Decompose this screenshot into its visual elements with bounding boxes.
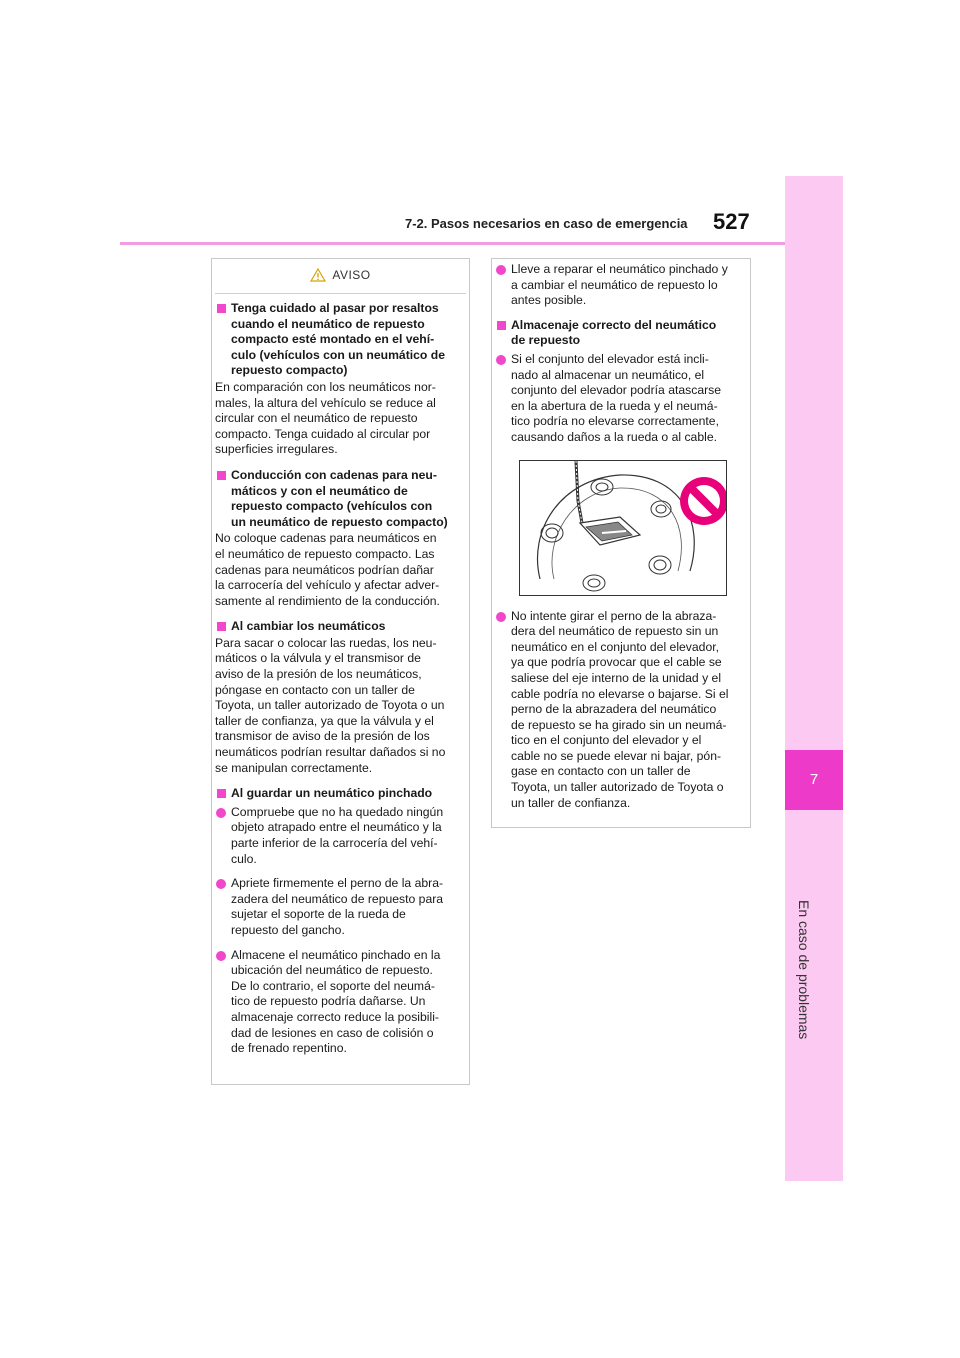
text-line: taller de confianza, ya que la válvula y el	[215, 713, 434, 728]
section-header: 7-2. Pasos necesarios en caso de emergencia	[405, 216, 688, 231]
text-line: culo (vehículos con un neumático de	[231, 347, 445, 362]
text-line: conjunto del elevador podría atascarse	[511, 383, 722, 398]
text-line: Almacene el neumático pinchado en la	[231, 947, 441, 962]
text-line: póngase en contacto con un taller de	[215, 682, 415, 697]
section-heading	[215, 786, 463, 802]
text-line: Toyota, un taller autorizado de Toyota o un	[215, 698, 445, 713]
text-line: se manipulan correctamente.	[215, 760, 373, 775]
text-line: un neumático de repuesto compacto)	[231, 514, 448, 529]
text-line: compacto esté montado en el vehí-	[231, 332, 435, 347]
text-line: repuesto del gancho.	[231, 922, 345, 937]
section-body	[215, 380, 463, 458]
text-line: zadera del neumático de repuesto para	[231, 891, 444, 906]
section-heading	[215, 301, 463, 379]
text-line: nado al almacenar un neumático, el	[511, 367, 705, 382]
text-line: dera del neumático de repuesto sin un	[511, 624, 719, 639]
text-line: sujetar el soporte de la rueda de	[231, 907, 406, 922]
text-line: cadenas para neumáticos podrían dañar	[215, 562, 434, 577]
chapter-label-text: En caso de problemas	[796, 900, 812, 1040]
warning-triangle-icon	[310, 268, 326, 282]
section-heading	[215, 468, 463, 530]
text-line: la carrocería del vehículo y afectar adver-	[215, 578, 440, 593]
spare-tire-lift-illustration	[519, 460, 727, 596]
text-line: cuando el neumático de repuesto	[231, 316, 425, 331]
text-line: neumático en el conjunto del elevador,	[511, 639, 720, 654]
text-line: almacenaje correcto reduce la posibili-	[231, 1009, 439, 1024]
text-line: transmisor de aviso de la presión de los	[215, 729, 430, 744]
warning-box-left	[211, 258, 470, 1085]
notice-label: AVISO	[332, 268, 371, 282]
text-line: tico de repuesto podría dañarse. Un	[231, 994, 426, 1009]
bullet-item	[215, 948, 463, 1057]
text-line: objeto atrapado entre el neumático y la	[231, 820, 442, 835]
page-number: 527	[713, 209, 750, 234]
text-line: Si el conjunto del elevador está incli-	[511, 351, 709, 366]
chapter-number-tab[interactable]: 7	[785, 750, 843, 810]
text-line: causando daños a la rueda o al cable.	[511, 429, 717, 444]
text-line: superficies irregulares.	[215, 442, 338, 457]
left-content	[215, 293, 463, 1057]
text-line: repuesto compacto (vehículos con	[231, 499, 433, 514]
text-line: gase en contacto con un taller de	[511, 764, 691, 779]
text-line: ubicación del neumático de repuesto.	[231, 963, 433, 978]
text-line: Tenga cuidado al pasar por resaltos	[231, 301, 439, 315]
text-line: parte inferior de la carrocería del vehí-	[231, 836, 438, 850]
text-line: De lo contrario, el soporte del neumá-	[231, 978, 435, 993]
text-line: compacto. Tenga cuidado al circular por	[215, 426, 431, 441]
chapter-label	[796, 900, 828, 1100]
text-line: No coloque cadenas para neumáticos en	[215, 531, 437, 546]
bullet-item	[215, 876, 463, 938]
text-line: Toyota, un taller autorizado de Toyota o	[511, 780, 724, 795]
text-line: un taller de confianza.	[511, 795, 631, 810]
text-line: de repuesto	[511, 333, 581, 348]
text-line: de frenado repentino.	[231, 1041, 347, 1056]
text-line: de repuesto se ha girado sin un neumá-	[511, 717, 727, 732]
bullet-do-not-turn-bolt	[495, 609, 744, 812]
text-line: Al cambiar los neumáticos	[231, 619, 386, 634]
text-line: cable no se puede elevar ni bajar, pón-	[511, 748, 722, 763]
text-line: aviso de la presión de los neumáticos,	[215, 667, 422, 682]
bullet-repair	[495, 262, 744, 309]
notice-header	[212, 259, 469, 282]
text-line: dad de lesiones en caso de colisión o	[231, 1025, 434, 1040]
text-line: máticos o la válvula y el transmisor de	[215, 651, 421, 666]
text-line: circular con el neumático de repuesto	[215, 411, 418, 426]
wheel-lift-drawing	[520, 461, 727, 596]
text-line: máticos y con el neumático de	[231, 483, 408, 498]
text-line: perno de la abrazadera del neumático	[511, 702, 717, 717]
text-line: antes posible.	[511, 293, 587, 308]
text-line: males, la altura del vehículo se reduce al	[215, 395, 436, 410]
text-line: ya que podría provocar que el cable se	[511, 655, 722, 670]
text-line: en la abertura de la rueda y el neumá-	[511, 398, 718, 413]
header-rule	[120, 242, 785, 245]
heading-storage	[495, 318, 744, 349]
text-line: Compruebe que no ha quedado ningún	[231, 804, 444, 819]
text-line: Al guardar un neumático pinchado	[231, 786, 433, 801]
text-line: saliese del eje interno de la unidad y el	[511, 670, 722, 685]
section-body	[215, 636, 463, 776]
right-content	[495, 262, 744, 811]
text-line: el neumático de repuesto compacto. Las	[215, 546, 435, 561]
text-line: Conducción con cadenas para neu-	[231, 467, 437, 482]
section-heading	[215, 619, 463, 635]
text-line: Apriete firmemente el perno de la abra-	[231, 876, 444, 891]
text-line: Lleve a reparar el neumático pinchado y	[511, 262, 728, 276]
text-line: cable podría no elevarse o bajarse. Si el	[511, 686, 729, 701]
text-line: neumáticos podrían resultar dañados si no	[215, 745, 446, 760]
text-line: culo.	[231, 851, 257, 866]
text-line: tico podría no elevarse correctamente,	[511, 414, 719, 429]
text-line: samente al rendimiento de la conducción.	[215, 593, 440, 608]
bullet-item	[215, 805, 463, 867]
section-body	[215, 531, 463, 609]
text-line: No intente girar el perno de la abraza-	[511, 608, 717, 623]
bullet-tilted-lift	[495, 352, 744, 446]
warning-box-right	[491, 258, 751, 828]
text-line: Almacenaje correcto del neumático	[511, 317, 717, 332]
text-line: Para sacar o colocar las ruedas, los neu-	[215, 635, 437, 650]
text-line: a cambiar el neumático de repuesto lo	[511, 277, 718, 292]
text-line: repuesto compacto)	[231, 363, 348, 378]
text-line: En comparación con los neumáticos nor-	[215, 379, 436, 394]
text-line: tico en el conjunto del elevador y el	[511, 733, 702, 748]
